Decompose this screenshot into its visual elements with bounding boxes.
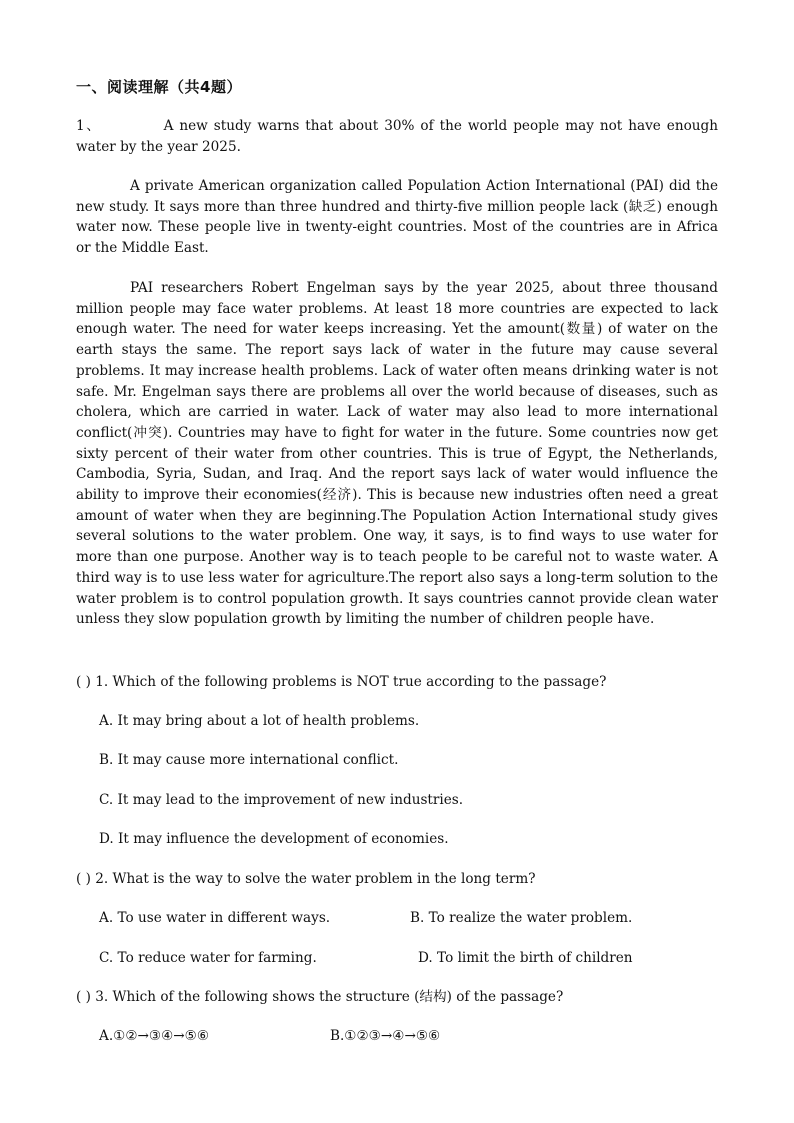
question-2-option-a: A. To use water in different ways. bbox=[99, 910, 331, 926]
passage-paragraph-1 bbox=[76, 116, 718, 157]
question-1-option-d: D. It may influence the development of economies. bbox=[99, 831, 449, 847]
question-1-option-b: B. It may cause more international conflict. bbox=[99, 752, 399, 768]
question-2-option-d: D. To limit the birth of children bbox=[418, 950, 633, 966]
question-1-option-c: C. It may lead to the improvement of new industries. bbox=[99, 792, 464, 808]
section-title: 一、阅读理解（共4题） bbox=[76, 78, 242, 96]
question-2 bbox=[76, 869, 536, 889]
question-1-option-a: A. It may bring about a lot of health problems. bbox=[99, 713, 420, 729]
question-text: 2. What is the way to solve the water problem in the long term? bbox=[95, 871, 536, 887]
passage-paragraph-3: PAI researchers Robert Engelman says by the year 2025, about three thousand million people may face water problems. At least 18 more countries are expected to lack enough water. The need for water keeps increasing. Yet the amount(数量) of water on the earth stays the same. The report says lack of water in the future may cause several problems. It may increase health problems. Lack of water often means drinking water is not safe. Mr. Engelman says there are problems all over the world because of diseases, such as cholera, which are carried in water. Lack of water may also lead to more international conflict(冲突). Countries may have to fight for water in the future. Some countries now get sixty percent of their water from other countries. This is true of Egypt, the Netherlands, Cambodia, Syria, Sudan, and Iraq. And the report says lack of water would influence the ability to improve their economies(经济). This is because new industries often need a great amount of water when they are beginning.The Population Action International study gives several solutions to the water problem. One way, it says, is to find ways to use water for more than one purpose. Another way is to teach people to be careful not to waste water. A third way is to use less water for agriculture.The report also says a long-term solution to the water problem is to control population growth. It says countries cannot provide clean water unless they slow population growth by limiting the number of children people have. bbox=[76, 280, 718, 628]
passage-paragraph-2: A private American organization called Population Action International (PAI) did the new study. It says more than three hundred and thirty-five million people lack (缺乏) enough water now. These people live in twenty-eight countries. Most of the countries are in Africa or the Middle East. bbox=[76, 178, 718, 257]
question-text: 1. Which of the following problems is NOT true according to the passage? bbox=[95, 674, 607, 690]
answer-bracket[interactable]: ( ) bbox=[76, 989, 91, 1005]
question-1 bbox=[76, 672, 606, 692]
question-3-option-a: A.①②→③④→⑤⑥ bbox=[99, 1028, 210, 1044]
answer-bracket[interactable]: ( ) bbox=[76, 674, 91, 690]
passage-paragraph-1-text: A new study warns that about 30% of the world people may not have enough water by the year 2025. bbox=[76, 118, 718, 155]
question-3-option-b: B.①②③→④→⑤⑥ bbox=[330, 1028, 441, 1044]
question-text: 3. Which of the following shows the structure (结构) of the passage? bbox=[95, 989, 564, 1005]
question-2-option-c: C. To reduce water for farming. bbox=[99, 950, 317, 966]
question-2-option-b: B. To realize the water problem. bbox=[410, 910, 633, 926]
question-number: 1、 bbox=[76, 118, 102, 134]
answer-bracket[interactable]: ( ) bbox=[76, 871, 91, 887]
question-3 bbox=[76, 987, 563, 1007]
